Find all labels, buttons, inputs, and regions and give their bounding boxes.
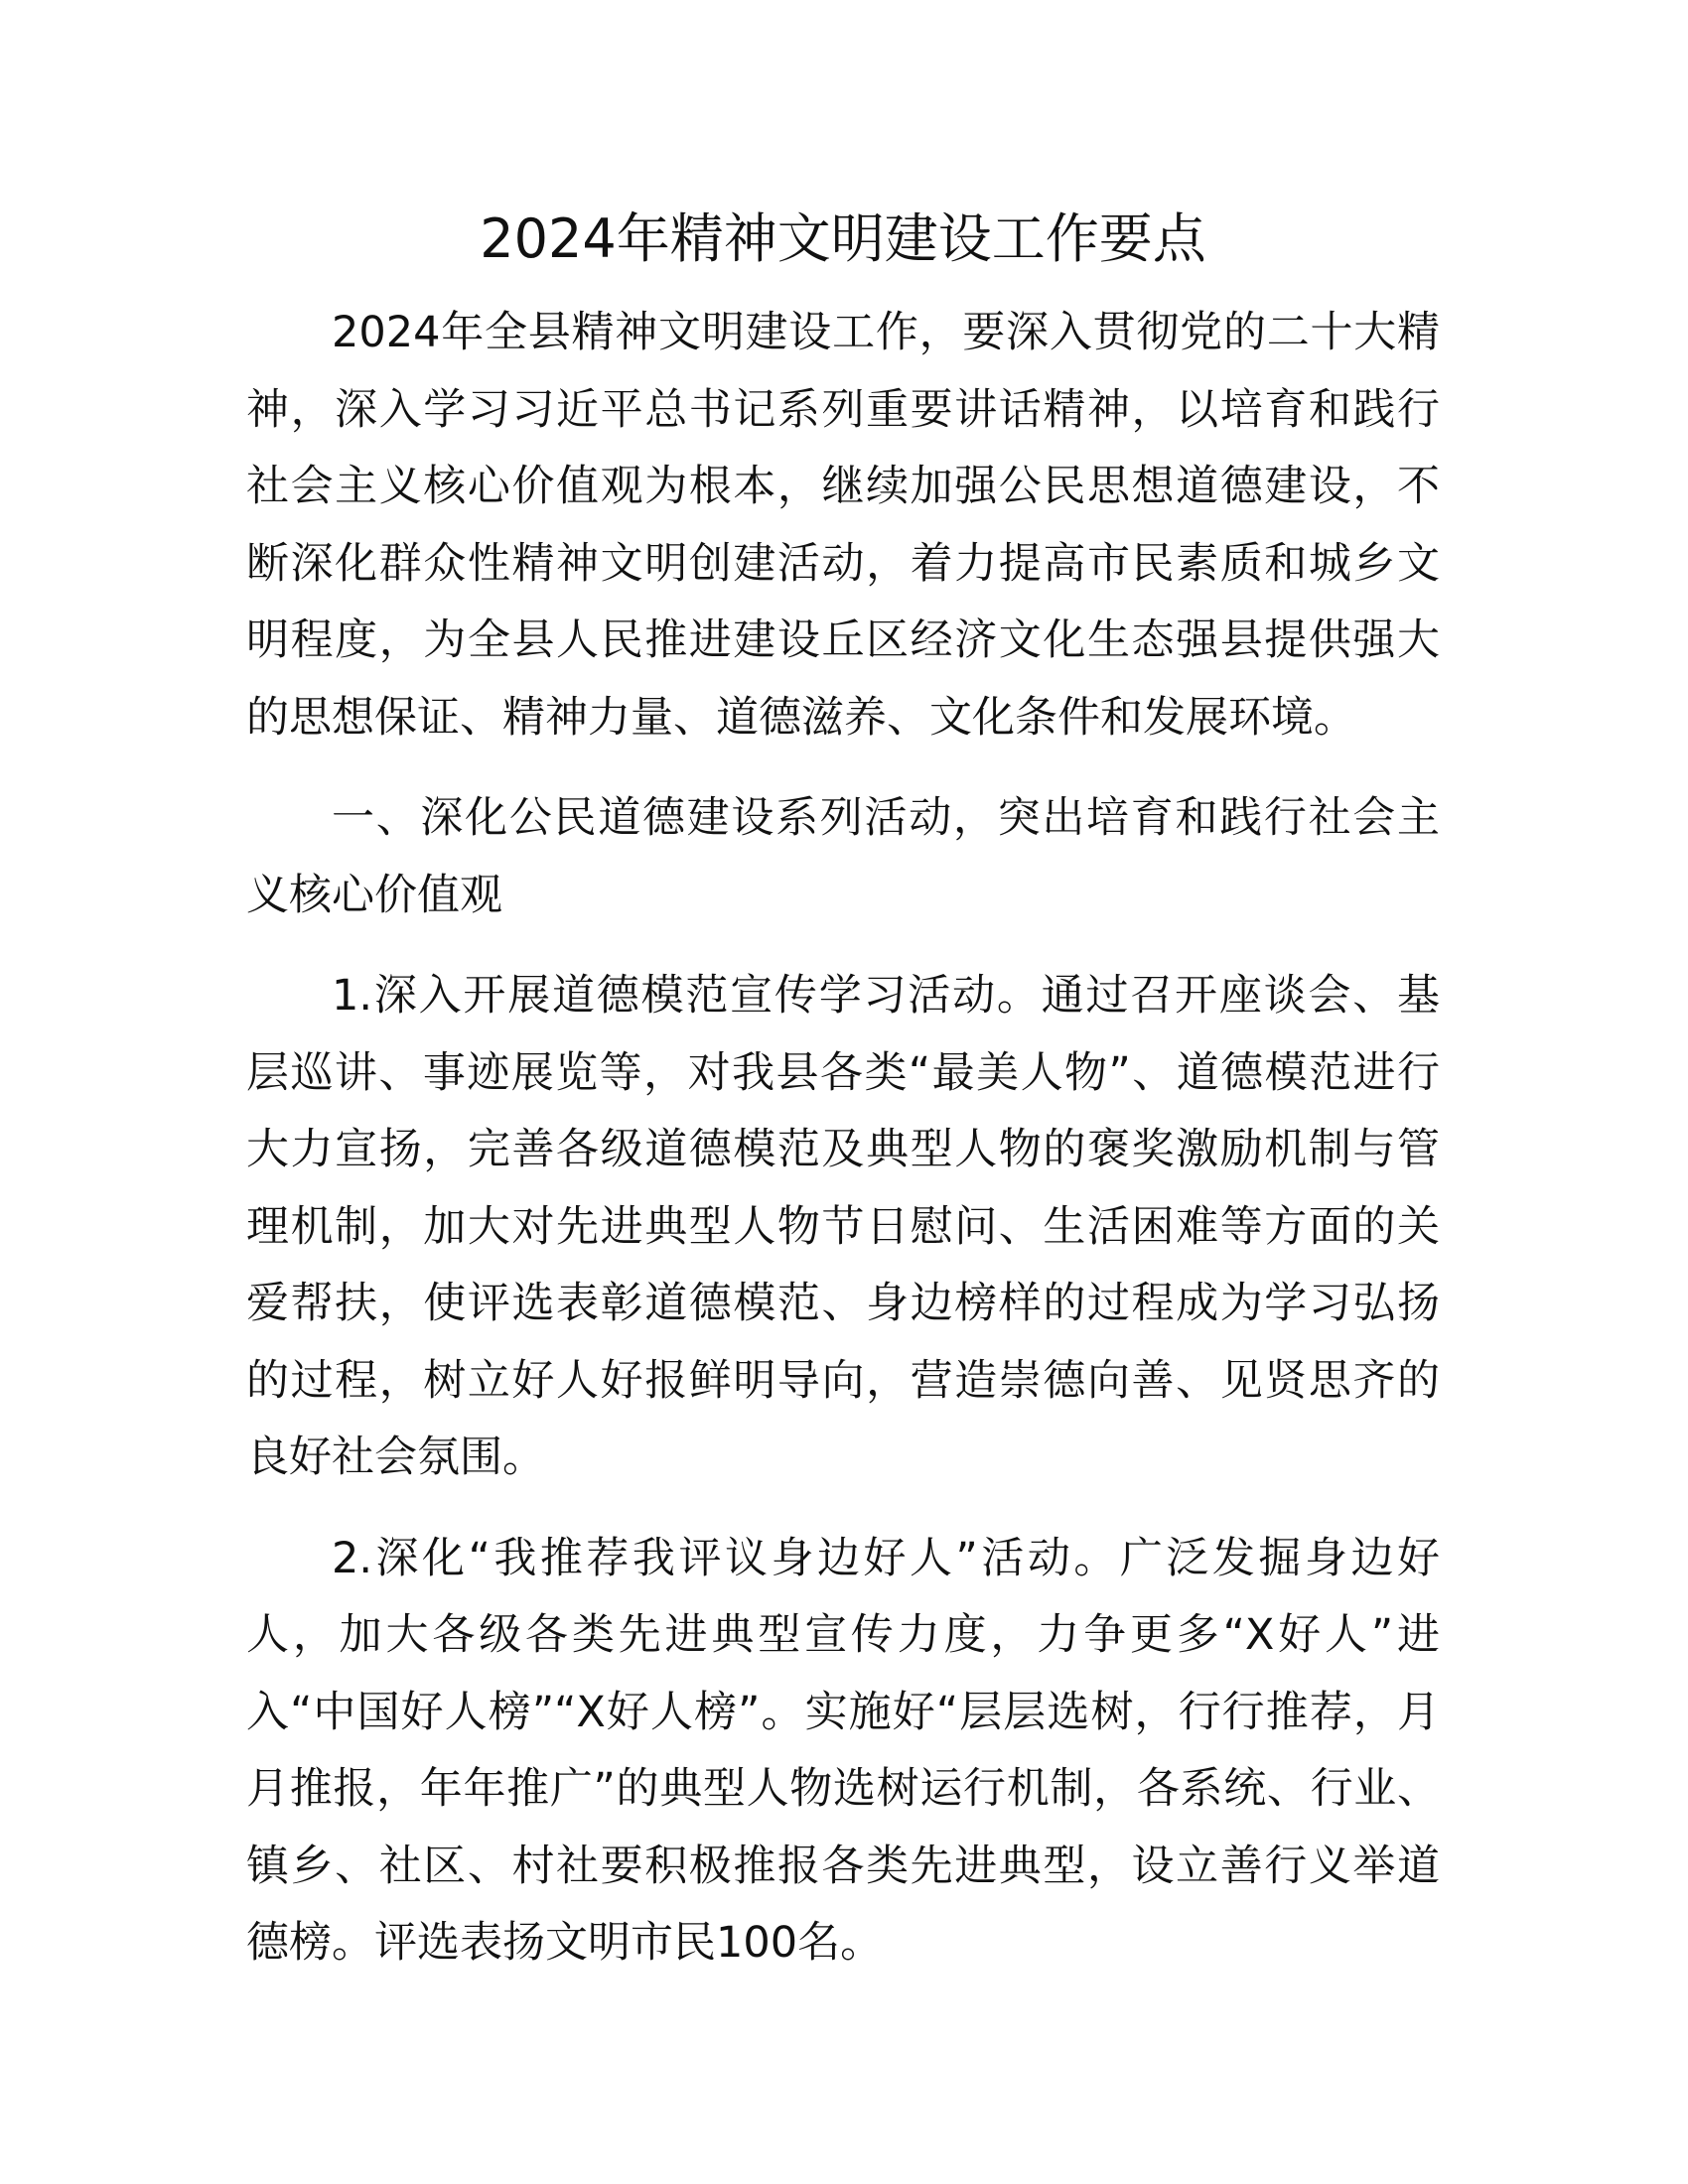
document-title: 2024年精神文明建设工作要点 bbox=[480, 207, 1206, 270]
item-paragraph-1: 1.深入开展道德模范宣传学习活动。通过召开座谈会、基层巡讲、事迹展览等，对我县各类“最美人物”、道德模范进行大力宣扬，完善各级道德模范及典型人物的褒奖激励机制与管理机制，加大对先进典型人物节日慰问、生活困难等方面的关爱帮扶，使评选表彰道德模范、身边榜样的过程成为学习弘扬的过程，树立好人好报鲜明导向，营造崇德向善、见贤思齐的良好社会氛围。 bbox=[246, 971, 1440, 1482]
document-body bbox=[246, 204, 1440, 2006]
item-paragraph-2: 2.深化“我推荐我评议身边好人”活动。广泛发掘身边好人，加大各级各类先进典型宣传力度，力争更多“X好人”进入“中国好人榜”“X好人榜”。实施好“层层选树，行行推荐，月月推报，年年推广”的典型人物选树运行机制，各系统、行业、镇乡、社区、村社要积极推报各类先进典型，设立善行义举道德榜。评选表扬文明市民100名。 bbox=[246, 1533, 1440, 1968]
intro-paragraph: 2024年全县精神文明建设工作，要深入贯彻党的二十大精神，深入学习习近平总书记系列重要讲话精神，以培育和践行社会主义核心价值观为根本，继续加强公民思想道德建设，不断深化群众性精神文明创建活动，着力提高市民素质和城乡文明程度，为全县人民推进建设丘区经济文化生态强县提供强大的思想保证、精神力量、道德滋养、文化条件和发展环境。 bbox=[246, 308, 1440, 743]
section-heading-1: 一、深化公民道德建设系列活动，突出培育和践行社会主义核心价值观 bbox=[246, 793, 1440, 920]
